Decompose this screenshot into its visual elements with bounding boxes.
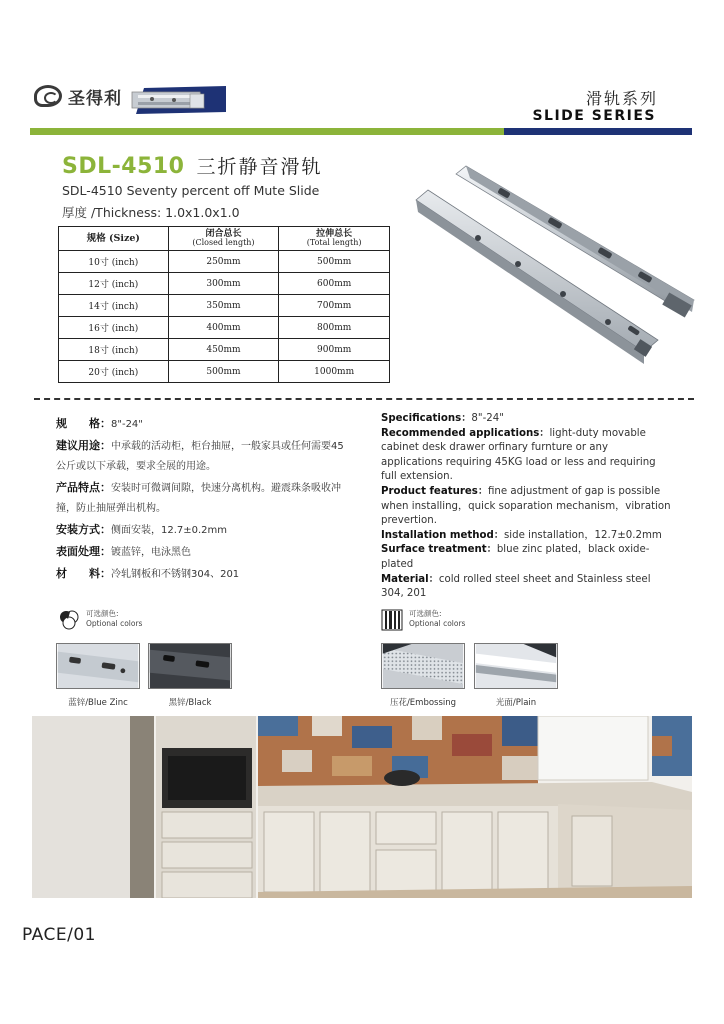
spec-value: 安装时可微调间隙，快速分离机构。避震珠条吸收冲撞，防止抽屉弹出机构。 <box>56 483 341 514</box>
spec-label: 材 料： <box>56 567 111 580</box>
optional-colors-left <box>58 609 142 631</box>
table-row <box>59 339 390 361</box>
product-title <box>62 152 323 179</box>
spec-row-size <box>56 414 346 435</box>
table-cell-size: 16寸 (inch) <box>59 317 169 339</box>
swatch-plain-image <box>474 643 558 689</box>
table-header-closed <box>168 227 279 251</box>
header-divider-green <box>30 128 506 135</box>
swatch-blue-zinc-image <box>56 643 140 689</box>
table-cell-total: 700mm <box>279 295 390 317</box>
brand-logo <box>34 84 122 108</box>
spec-value: 侧面安装，12.7±0.2mm <box>111 525 228 536</box>
table-cell-size: 12寸 (inch) <box>59 273 169 295</box>
table-cell-total: 900mm <box>279 339 390 361</box>
table-cell-size: 10寸 (inch) <box>59 251 169 273</box>
product-name-cn: 三折静音滑轨 <box>196 156 323 178</box>
header-rail-image <box>130 82 228 116</box>
table-header-row <box>59 227 390 251</box>
spec-row-surface <box>381 543 671 572</box>
header-divider-navy <box>504 128 692 135</box>
spec-label: 规 格： <box>56 417 111 430</box>
spec-row-usage <box>56 436 346 477</box>
table-row <box>59 361 390 383</box>
optional-colors-label-cn: 可选颜色: <box>409 609 442 618</box>
specs-en <box>381 412 671 602</box>
product-slide-image <box>408 160 708 370</box>
spec-row-install <box>56 520 346 541</box>
table-cell-closed: 250mm <box>168 251 279 273</box>
table-header-total <box>279 227 390 251</box>
size-table <box>58 226 390 383</box>
spec-row-material <box>56 564 346 585</box>
swatch-caption: 压花/Embossing <box>389 698 457 708</box>
spec-value: blue zinc plated，black oxide-plated <box>381 544 650 570</box>
optional-colors-label-cn: 可选颜色: <box>86 609 119 618</box>
product-subtitle: SDL-4510 Seventy percent off Mute Slide <box>62 183 320 198</box>
spec-row-features <box>381 485 671 529</box>
spec-label: Installation method： <box>381 529 504 541</box>
spec-label: Recommended applications： <box>381 427 550 439</box>
spec-label: 产品特点： <box>56 481 111 494</box>
table-cell-size: 14寸 (inch) <box>59 295 169 317</box>
spec-label: 表面处理： <box>56 545 111 558</box>
stripes-icon <box>381 609 403 631</box>
swatch-black-image <box>148 643 232 689</box>
spec-label: 安装方式： <box>56 523 111 536</box>
spec-value: 中承载的活动柜，柜台抽屉，一般家具或任何需要45公斤或以下承载，要求全展的用途。 <box>56 441 344 472</box>
swatch-embossing-image <box>381 643 465 689</box>
table-cell-closed: 400mm <box>168 317 279 339</box>
table-header-size <box>59 227 169 251</box>
table-header-sublabel: (Total length) <box>306 238 362 248</box>
table-cell-total: 500mm <box>279 251 390 273</box>
product-model: SDL-4510 <box>62 154 185 179</box>
table-header-label: 拉伸总长 <box>316 228 353 239</box>
swatch-blue-zinc <box>56 643 140 708</box>
spec-row-install <box>381 529 671 544</box>
table-cell-closed: 450mm <box>168 339 279 361</box>
spec-value: cold rolled steel sheet and Stainless steel 304, 201 <box>381 573 651 600</box>
swatch-plain <box>474 643 558 708</box>
table-row <box>59 295 390 317</box>
table-cell-closed: 350mm <box>168 295 279 317</box>
table-row <box>59 251 390 273</box>
table-cell-size: 20寸 (inch) <box>59 361 169 383</box>
swatch-black <box>148 643 232 708</box>
table-header-sublabel: (Closed length) <box>192 238 255 248</box>
table-cell-closed: 500mm <box>168 361 279 383</box>
series-title-cn: 滑轨系列 <box>585 89 658 108</box>
spec-value: 镀蓝锌，电泳黑色 <box>111 547 191 558</box>
swatch-caption: 蓝锌/Blue Zinc <box>68 698 128 708</box>
optional-colors-label-en: Optional colors <box>86 619 143 628</box>
spec-value: 8"-24" <box>471 413 504 424</box>
table-row <box>59 273 390 295</box>
spec-label: Product features： <box>381 485 489 497</box>
spec-label: Surface treatment： <box>381 544 497 556</box>
page-number: PACE/01 <box>22 925 96 945</box>
specs-cn <box>56 414 346 586</box>
spec-label: Specifications： <box>381 413 472 424</box>
table-header-label: 闭合总长 <box>205 228 242 239</box>
spec-row-features <box>56 478 346 519</box>
table-cell-closed: 300mm <box>168 273 279 295</box>
table-cell-total: 800mm <box>279 317 390 339</box>
spec-label: Material： <box>381 573 439 585</box>
brand-name: 圣得利 <box>68 88 122 109</box>
optional-colors-label-en: Optional colors <box>409 619 466 628</box>
product-thickness: 厚度 /Thickness: 1.0x1.0x1.0 <box>62 205 240 220</box>
spec-value: side installation，12.7±0.2mm <box>504 529 662 541</box>
spec-row-material <box>381 573 671 602</box>
optional-colors-right <box>381 609 465 631</box>
table-cell-total: 600mm <box>279 273 390 295</box>
table-cell-total: 1000mm <box>279 361 390 383</box>
series-title-en: SLIDE SERIES <box>532 108 656 124</box>
spec-label: 建议用途： <box>56 439 111 452</box>
kitchen-photo <box>32 716 692 898</box>
table-row <box>59 317 390 339</box>
table-cell-size: 18寸 (inch) <box>59 339 169 361</box>
section-divider <box>34 398 694 400</box>
spec-row-usage <box>381 427 671 485</box>
spec-row-size <box>381 412 671 427</box>
table-header-label: 规格 (Size) <box>86 232 140 244</box>
spec-value: 冷轧钢板和不锈钢304、201 <box>111 569 240 580</box>
brand-logo-icon <box>34 85 62 107</box>
swatch-caption: 光面/Plain <box>495 698 537 708</box>
spec-row-surface <box>56 542 346 563</box>
spec-value: 8"-24" <box>111 419 143 430</box>
swatch-embossing <box>381 643 465 708</box>
spec-value: light-duty movable cabinet desk drawer orfinary furnture or any applications requiring 45KG load or less and requiring full extension. <box>381 427 656 483</box>
spec-value: fine adjustment of gap is possible when installing，quick soparation mechanism，vibration prevertion. <box>381 485 671 527</box>
color-circles-icon <box>58 609 80 631</box>
swatch-caption: 黑锌/Black <box>168 698 212 708</box>
